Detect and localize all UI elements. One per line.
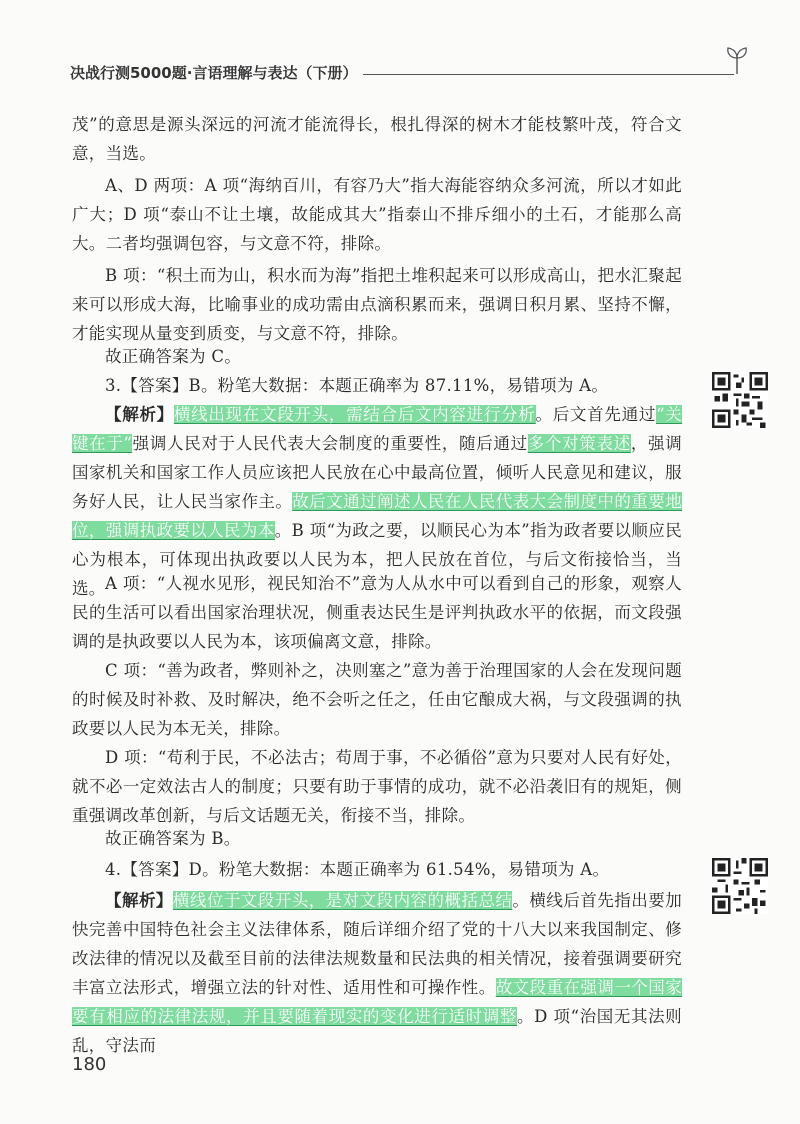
- paragraph: C 项：“善为政者，弊则补之，决则塞之”意为善于治理国家的人会在发现问题的时候及时补救、及时解决，绝不会听之任之，任由它酿成大祸，与文段强调的执政要以人民为本无关，排除。: [72, 661, 682, 738]
- paragraph: 4.【答案】D。粉笔大数据：本题正确率为 61.54%，易错项为 A。: [105, 860, 610, 879]
- text-run: 强调人民对于人民代表大会制度的重要性，随后通过: [132, 434, 528, 453]
- qr-code-icon[interactable]: [712, 858, 768, 914]
- highlight: 横线出现在文段开头，需结合后文内容进行分析: [173, 405, 536, 424]
- text-run: 。B 项“为政之要，以顺民心为本”指为政者要以顺应民心为根本，可体现出执政要以人民为本，把人民放在首位，与后文衔接恰当，当选。: [72, 521, 682, 598]
- analysis-label: 【解析】: [105, 405, 174, 424]
- analysis-paragraph: [72, 886, 682, 1060]
- highlight: 横线位于文段开头，是对文段内容的概括总结: [172, 891, 513, 910]
- page-number: 180: [72, 1054, 107, 1075]
- paragraph: D 项：“苟利于民，不必法古；苟周于事，不必循俗”意为只要对人民有好处，就不必一定效法古人的制度；只要有助于事情的成功，就不必沿袭旧有的规矩，侧重强调改革创新，与后文话题无关，衔接不当，排除。: [72, 748, 682, 825]
- text-run: 。D 项“治国无其法则乱，守法而: [72, 1007, 682, 1055]
- paragraph: 3.【答案】B。粉笔大数据：本题正确率为 87.11%，易错项为 A。: [105, 376, 609, 395]
- highlight: “关键在于”: [72, 405, 683, 453]
- book-title: 决战行测5000题·言语理解与表达（下册）: [70, 62, 363, 83]
- text-run: 。后文首先通过: [535, 405, 657, 424]
- highlight: 多个对策表述: [527, 434, 631, 453]
- qr-code-icon[interactable]: [712, 372, 768, 428]
- paragraph: 故正确答案为 C。: [105, 347, 242, 366]
- highlight: 故后文通过阐述人民在人民代表大会制度中的重要地位，强调执政要以人民为本: [72, 492, 682, 540]
- sprout-icon: [724, 44, 750, 78]
- paragraph: 故正确答案为 B。: [105, 829, 241, 848]
- text-run: 。横线后首先指出要加快完善中国特色社会主义法律体系，随后详细介绍了党的十八大以来我国制定、修改法律的情况以及截至目前的法律法规数量和民法典的相关情况，接着强调要研究丰富立法形式，增强立法的针对性、适用性和可操作性。: [72, 891, 683, 997]
- paragraph: A、D 两项：A 项“海纳百川，有容乃大”指大海能容纳众多河流，所以才如此广大；D 项“泰山不让土壤，故能成其大”指泰山不排斥细小的土石，才能那么高大。二者均强调包容，与文意不符，排除。: [72, 176, 682, 253]
- paragraph: B 项：“积土而为山，积水而为海”指把土堆积起来可以形成高山，把水汇聚起来可以形成大海，比喻事业的成功需由点滴积累而来，强调日积月累、坚持不懈，才能实现从量变到质变，与文意不符，排除。: [72, 266, 682, 343]
- paragraph: A 项：“人视水见形，视民知治不”意为人从水中可以看到自己的形象，观察人民的生活可以看出国家治理状况，侧重表达民生是评判执政水平的依据，而文段强调的是执政要以人民为本，该项偏离文意，排除。: [72, 574, 682, 651]
- page-header: [70, 62, 750, 92]
- analysis-label: 【解析】: [105, 891, 173, 910]
- highlight: 故文段重在强调一个国家要有相应的法律法规，并且要随着现实的变化进行适时调整: [72, 978, 683, 1026]
- text-run: ，强调国家机关和国家工作人员应该把人民放在心中最高位置，倾听人民意见和建议，服务好人民，让人民当家作主。: [72, 434, 683, 511]
- paragraph: 茂”的意思是源头深远的河流才能流得长，根扎得深的树木才能枝繁叶茂，符合文意，当选。: [72, 115, 682, 163]
